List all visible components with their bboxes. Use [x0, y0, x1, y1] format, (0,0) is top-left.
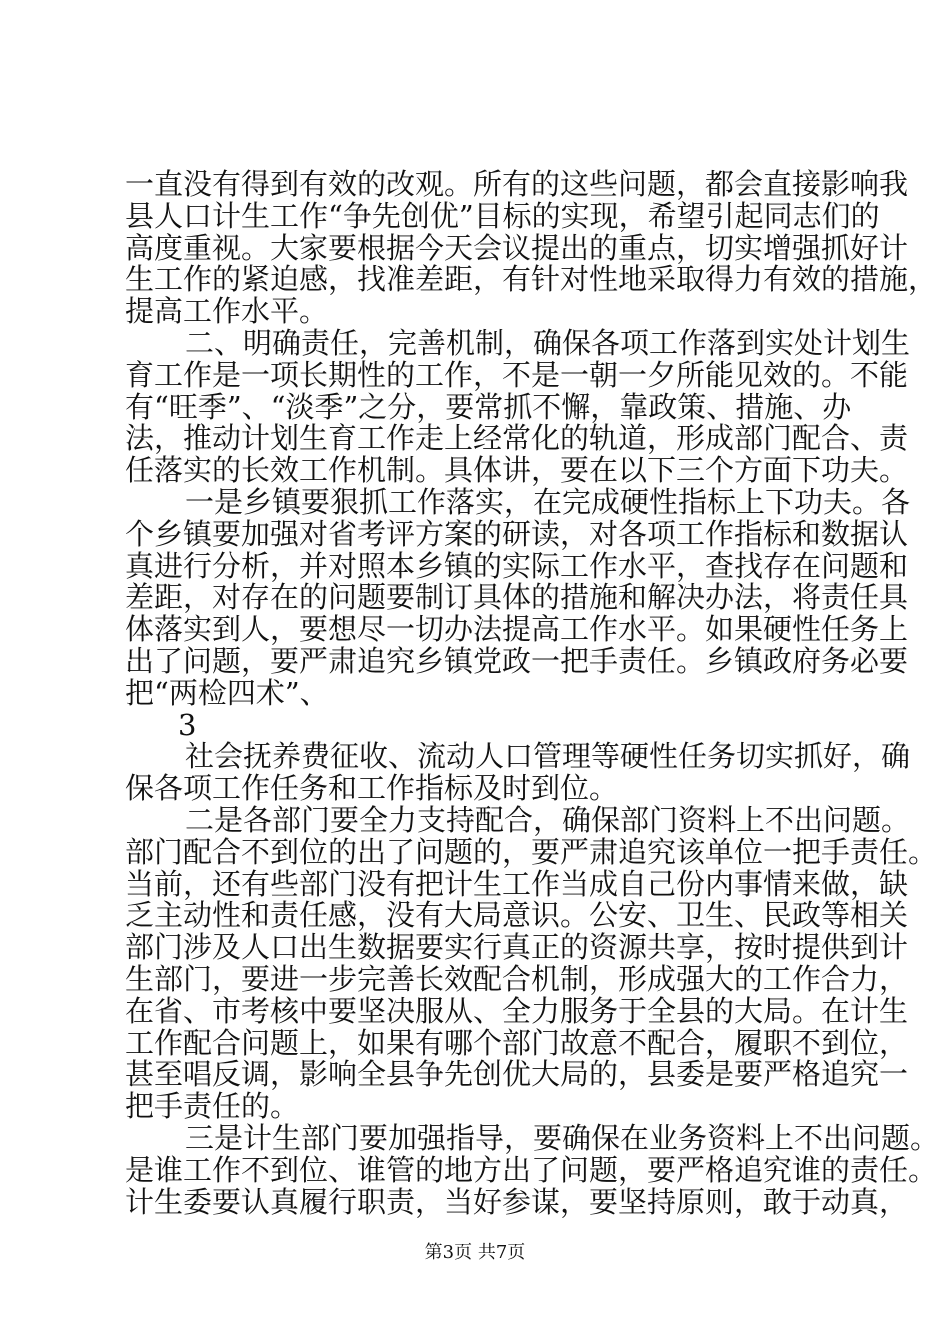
text-line: 出了问题，要严肃追究乡镇党政一把手责任。乡镇政府务必要 [125, 644, 909, 678]
page-footer: 第3页 共7页 [424, 1242, 526, 1263]
text-line: 是谁工作不到位、谁管的地方出了问题，要严格追究谁的责任。 [125, 1153, 938, 1187]
text-line: 高度重视。大家要根据今天会议提出的重点，切实增强抓好计 [125, 231, 909, 265]
text-line: 个乡镇要加强对省考评方案的研读，对各项工作指标和数据认 [125, 517, 909, 551]
text-line: 把手责任的。 [125, 1089, 300, 1123]
text-line: 体落实到人，要想尽一切办法提高工作水平。如果硬性任务上 [125, 612, 909, 646]
text-line: 生工作的紧迫感，找准差距，有针对性地采取得力有效的措施， [125, 262, 938, 296]
text-line: 在省、市考核中要坚决服从、全力服务于全县的大局。在计生 [125, 994, 909, 1028]
text-line: 一直没有得到有效的改观。所有的这些问题，都会直接影响我 [125, 167, 909, 201]
text-line: 工作配合问题上，如果有哪个部门故意不配合，履职不到位， [125, 1026, 909, 1060]
text-line: 任落实的长效工作机制。具体讲，要在以下三个方面下功夫。 [125, 453, 909, 487]
text-line: 生部门，要进一步完善长效配合机制，形成强大的工作合力， [125, 962, 909, 996]
text-line: 部门涉及人口出生数据要实行真正的资源共享，按时提供到计 [125, 930, 909, 964]
paragraph-start: 二是各部门要全力支持配合，确保部门资料上不出问题。 [185, 803, 911, 837]
text-line: 真进行分析，并对照本乡镇的实际工作水平，查找存在问题和 [125, 549, 909, 583]
inline-page-number: 3 [178, 708, 197, 742]
paragraph-start: 社会抚养费征收、流动人口管理等硬性任务切实抓好，确 [185, 739, 911, 773]
text-line: 法，推动计划生育工作走上经常化的轨道，形成部门配合、责 [125, 421, 909, 455]
paragraph-start: 三是计生部门要加强指导，要确保在业务资料上不出问题。 [185, 1121, 940, 1155]
text-line: 甚至唱反调，影响全县争先创优大局的，县委是要严格追究一 [125, 1057, 909, 1091]
text-line: 保各项工作任务和工作指标及时到位。 [125, 771, 619, 805]
text-line: 差距，对存在的问题要制订具体的措施和解决办法，将责任具 [125, 580, 909, 614]
paragraph-start: 二、明确责任，完善机制，确保各项工作落到实处计划生 [185, 326, 911, 360]
text-line: 育工作是一项长期性的工作，不是一朝一夕所能见效的。不能 [125, 358, 909, 392]
text-line: 县人口计生工作“争先创优”目标的实现，希望引起同志们的 [125, 199, 880, 233]
text-line: 把“两检四术”、 [125, 676, 329, 710]
text-line: 有“旺季”、“淡季”之分，要常抓不懈，靠政策、措施、办 [125, 390, 852, 424]
text-line: 计生委要认真履行职责，当好参谋，要坚持原则，敢于动真， [125, 1185, 909, 1219]
text-line: 当前，还有些部门没有把计生工作当成自己份内事情来做，缺 [125, 867, 909, 901]
text-line: 提高工作水平。 [125, 294, 329, 328]
text-line: 部门配合不到位的出了问题的，要严肃追究该单位一把手责任。 [125, 835, 938, 869]
paragraph-start: 一是乡镇要狠抓工作落实，在完成硬性指标上下功夫。各 [185, 485, 911, 519]
text-line: 乏主动性和责任感，没有大局意识。公安、卫生、民政等相关 [125, 898, 909, 932]
